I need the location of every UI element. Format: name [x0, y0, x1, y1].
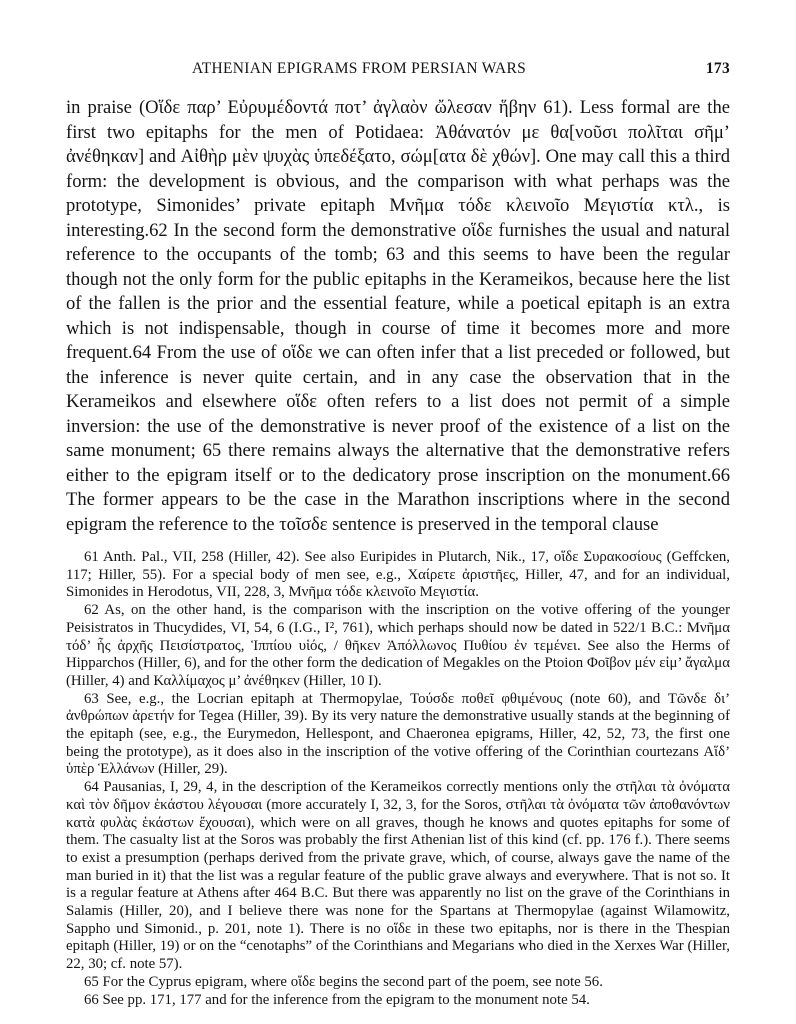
running-head: [66, 60, 730, 82]
page-number: 173: [705, 60, 730, 77]
footnote-61: 61 Anth. Pal., VII, 258 (Hiller, 42). See also Euripides in Plutarch, Nik., 17, οἵδε Συρακοσίους (Geffcken, 117; Hiller, 55). For a special body of men see, e.g., Χαίρετε ἀριστῆες, Hiller, 47, and for an individual, Simonides in Herodotus, VII, 228, 3, Μνῆμα τόδε κλεινοῖο Μεγιστία.: [66, 549, 730, 601]
footnote-66: 66 See pp. 171, 177 and for the inference from the epigram to the monument note 54.: [84, 991, 590, 1008]
footnote-62: 62 As, on the other hand, is the comparison with the inscription on the votive offering of the younger Peisistratos in Thucydides, VI, 54, 6 (I.G., I², 761), which perhaps should now be dated in 522/1 B.C.: Μνῆμα τόδ’ ἧς ἀρχῆς Πεισίστρατος, Ἱππίου υἱός, / θῆκεν Ἀπόλλωνος Πυθίου ἐν τεμένει. See also the Herms of Hipparchos (Hiller, 6), and for the other form the dedication of Megakles on the Ptoion Φοῖβον μέν εἰμ’ ἄγαλμα (Hiller, 4) and Καλλίμαχος μ’ ἀνέθηκεν (Hiller, 10 I).: [66, 602, 730, 689]
footnotes: [66, 549, 730, 1009]
body-text: [66, 96, 730, 537]
page: [66, 60, 730, 1009]
footnote-64: 64 Pausanias, I, 29, 4, in the description of the Kerameikos correctly mentions only the στῆλαι τὰ ὀνόματα καὶ τὸν δῆμον ἑκάστου λέγουσαι (more accurately I, 32, 3, for the Soros, στῆλαι τὰ ὀνόματα τῶν ἀποθανόντων κατὰ φυλὰς ἑκάστων ἔχουσαι), which were on all graves, though he knows and quotes epitaphs for some of them. The casualty list at the Soros was probably the first Athenian list of this kind (cf. pp. 176 f.). There seems to exist a presumption (perhaps derived from the private grave, which, of course, always gave the name of the man buried in it) that the list was a regular feature of the public grave always and everywhere. That is not so. It is a regular feature at Athens after 464 B.C. But there was apparently no list on the grave of the Corinthians in Salamis (Hiller, 20), and I believe there was none for the Spartans at Thermopylae (against Wilamowitz, Sappho und Simonid., p. 201, note 1). There is no οἵδε in these two epitaphs, nor is there in the Thespian epitaph (Hiller, 19) or on the “cenotaphs” of the Corinthians and Megarians who died in the Xerxes War (Hiller, 22, 30; cf. note 57).: [66, 779, 730, 973]
running-title: ATHENIAN EPIGRAMS FROM PERSIAN WARS: [192, 60, 527, 77]
footnote-63: 63 See, e.g., the Locrian epitaph at Thermopylae, Τούσδε ποθεῖ φθιμένους (note 60), and Τῶνδε δι’ ἀνθρώπων ἀρετήν for Tegea (Hiller, 39). By its very nature the demonstrative usually stands at the beginning of the epitaph (see, e.g., the Eurymedon, Hellespont, and Chaeronea epigrams, Hiller, 42, 52, 73, the first one being the prototype), as it does also in the inscription of the votive offering of the Corinthian courtezans Αἵδ’ ὑπὲρ Ἑλλάνων (Hiller, 29).: [66, 690, 730, 778]
body-paragraph: in praise (Οἵδε παρ’ Εὐρυμέδοντά ποτ’ ἀγλαὸν ὤλεσαν ἥβην 61). Less formal are the first two epitaphs for the men of Potidaea: Ἀθάνατόν με θα[νοῦσι πολῖται σῆμ’ ἀνέθηκαν] and Αἰθὴρ μὲν ψυχὰς ὑπεδέξατο, σώμ[ατα δὲ χθών]. One may call this a third form: the development is obvious, and the comparison with what perhaps was the prototype, Simonides’ private epitaph Μνῆμα τόδε κλεινοῖο Μεγιστία κτλ., is interesting.62 In the second form the demonstrative οἵδε furnishes the usual and natural reference to the occupants of the tomb; 63 and this seems to have been the regular though not the only form for the public epitaphs in the Kerameikos, because here the list of the fallen is the prior and the essential feature, while a poetical epitaph is an extra which is not indispensable, though in course of time it becomes more and more frequent.64 From the use of οἵδε we can often infer that a list preceded or followed, but the inference is never quite certain, and in any case the observation that in the Kerameikos and elsewhere οἵδε often refers to a list does not permit of a simple inversion: the use of the demonstrative is never proof of the existence of a list on the same monument; 65 there remains always the alternative that the demonstrative refers either to the epigram itself or to the dedicatory prose inscription on the monument.66 The former appears to be the case in the Marathon inscriptions where in the second epigram the reference to the τοῖσδε sentence is preserved in the temporal clause: [66, 97, 730, 535]
footnote-65: 65 For the Cyprus epigram, where οἵδε begins the second part of the poem, see note 56.: [84, 973, 603, 990]
